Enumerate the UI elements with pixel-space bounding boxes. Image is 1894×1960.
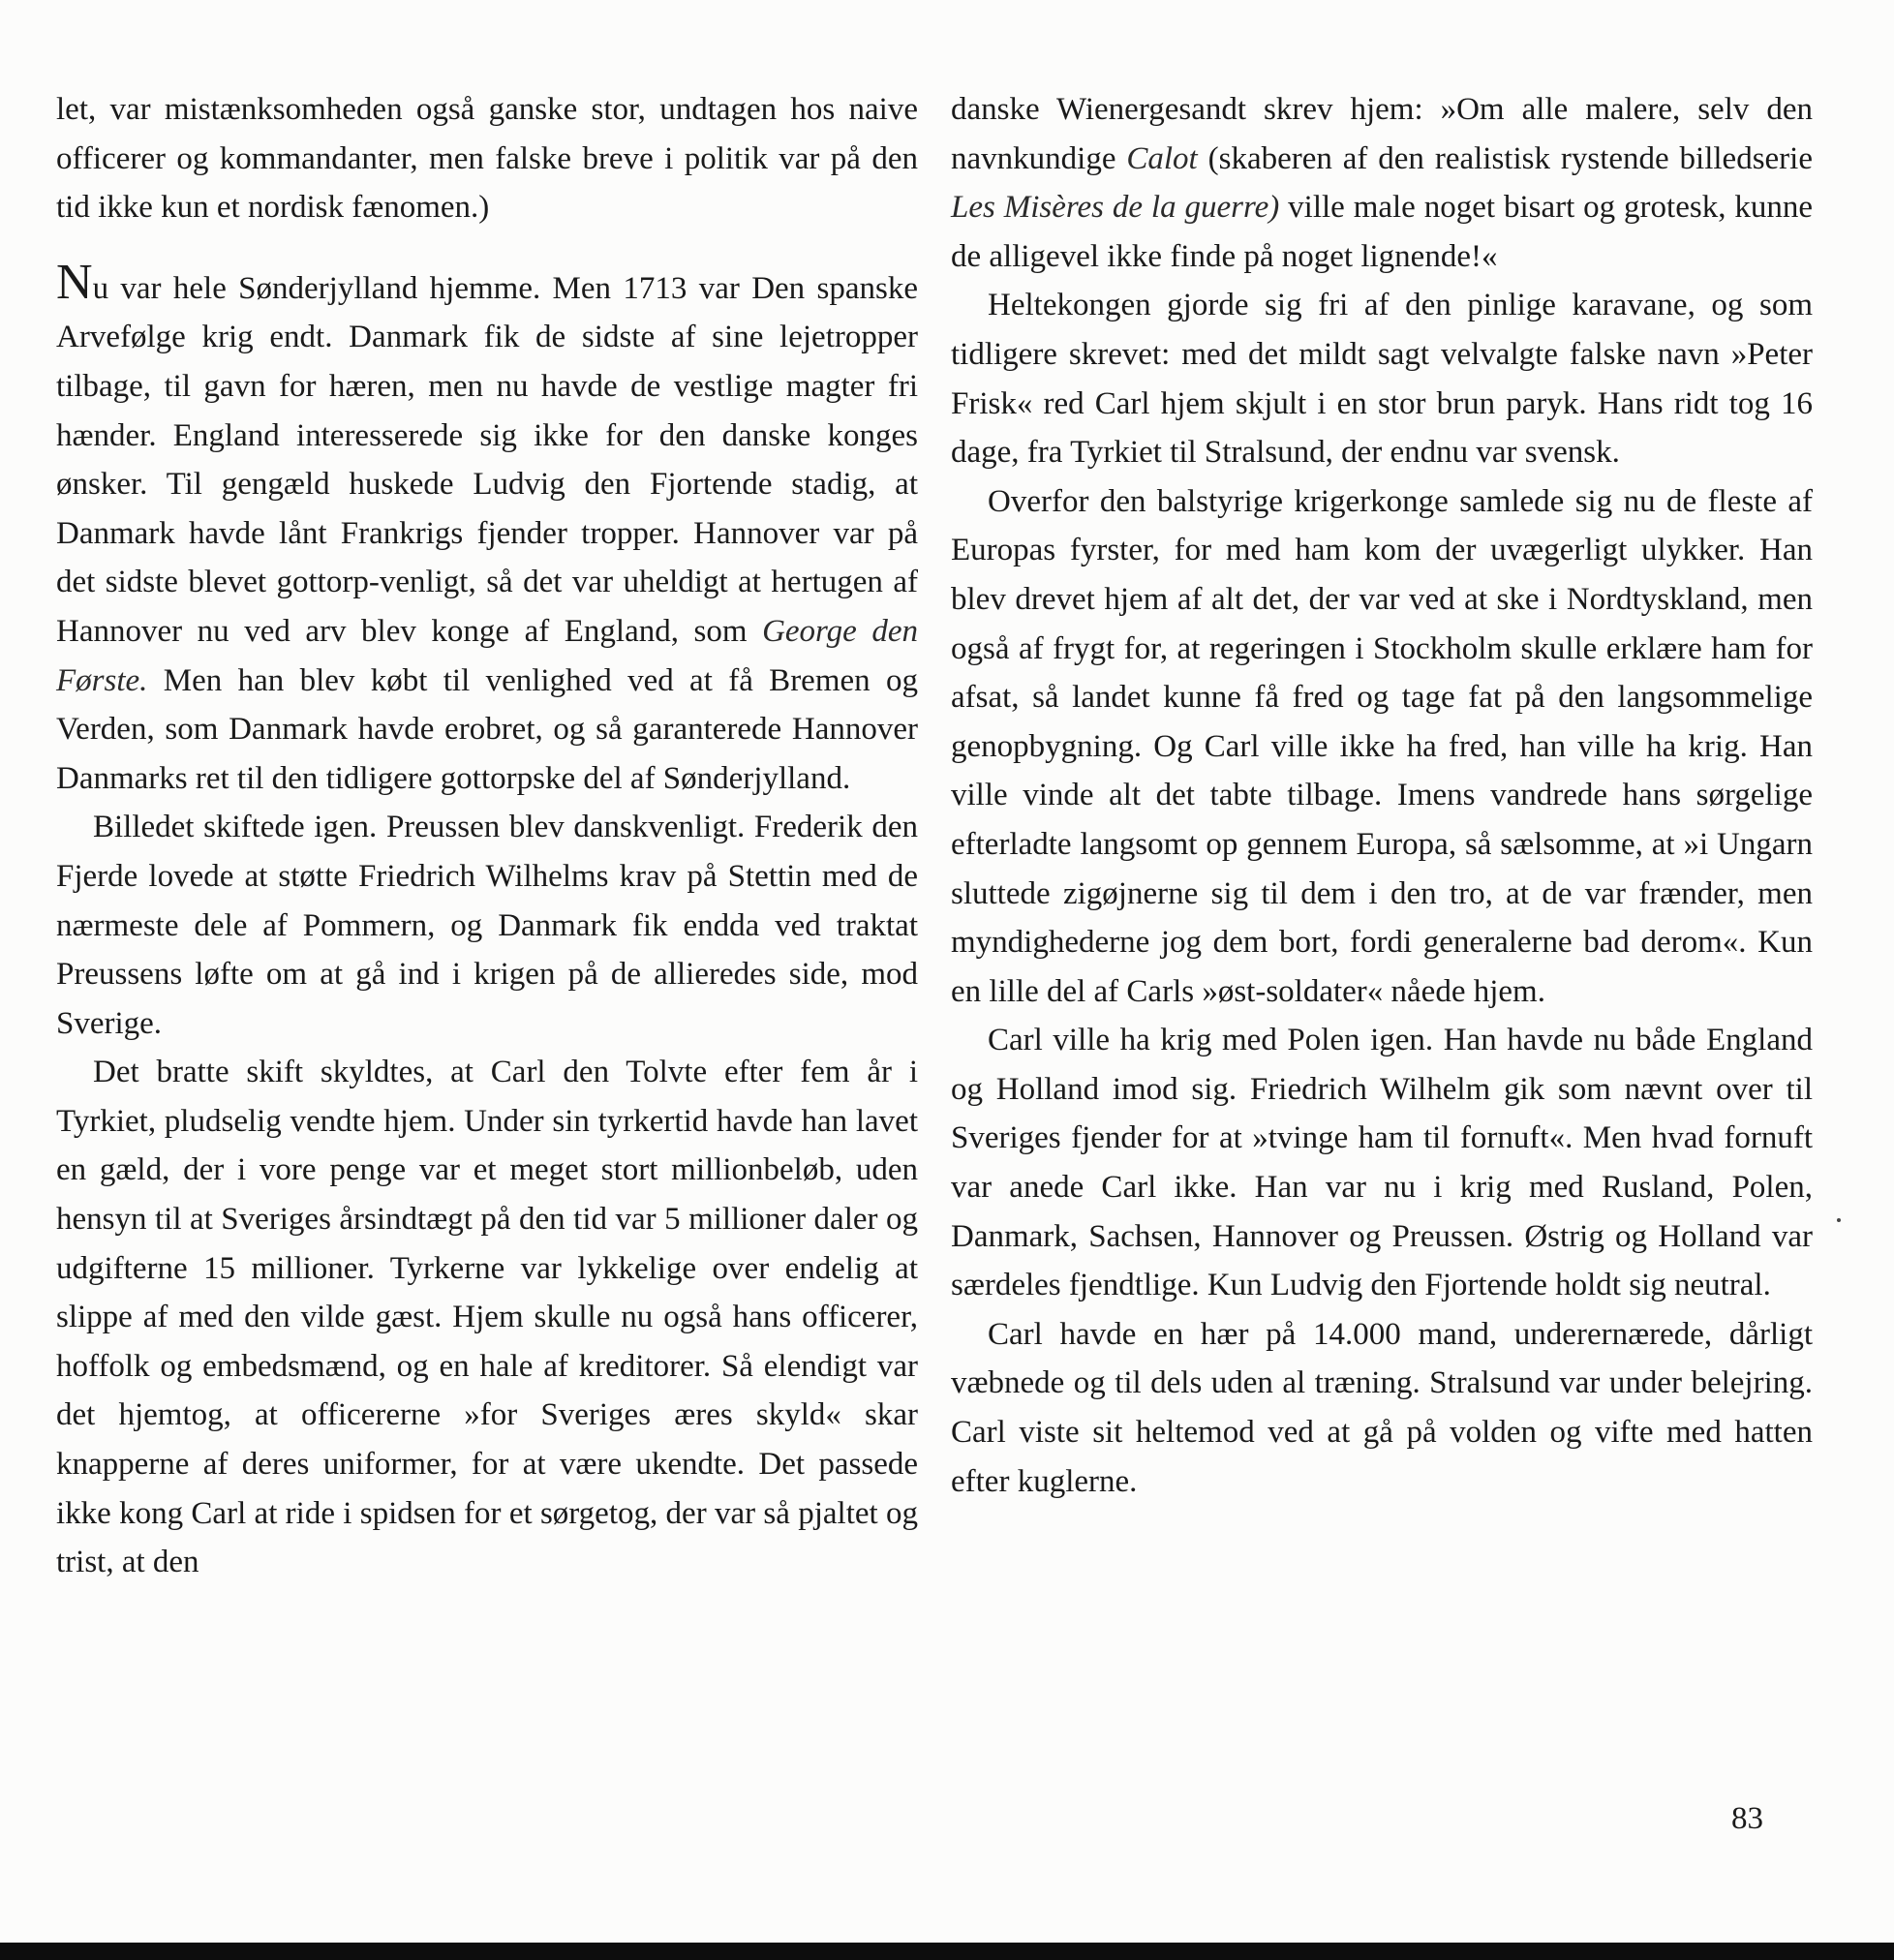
paragraph: Carl havde en hær på 14.000 mand, underernærede, dårligt væbnede og til dels uden al træning. Stralsund var under belejring. Carl viste sit heltemod ved at gå på volden og vifte med hatten efter kuglerne. bbox=[951, 1316, 1813, 1499]
italic-name: George den Første. bbox=[56, 613, 919, 698]
paragraph: Overfor den balstyrige krigerkonge samlede sig nu de fleste af Europas fyrster, for med ham kom der uvægerligt ulykker. Han blev drevet hjem af alt det, der var ved at ske i Nordtyskland, men også af frygt for, at regeringen i Stockholm skulle erklære ham for afsat, så landet kunne få fred og tage fat på den langsommelige genopbygning. Og Carl ville ikke ha fred, han ville ha krig. Han ville vinde alt det tabte tilbage. Imens vandrede hans sørgelige efterladte langsomt op gennem Europa, så sælsomme, at »i Ungarn sluttede zigøjnerne sig til dem i den tro, at de var frænder, men myndighederne jog dem bort, fordi generalerne bad derom«. Kun en lille del af Carls »øst-soldater« nåede hjem. bbox=[951, 483, 1813, 1009]
drop-cap: N bbox=[56, 254, 93, 310]
paragraph: Billedet skiftede igen. Preussen blev danskvenligt. Frederik den Fjerde lovede at støtte Friedrich Wilhelms krav på Stettin med de nærmeste dele af Pommern, og Danmark fik endda ved traktat Preussens løfte om at gå ind i krigen på de allieredes side, mod Sverige. bbox=[56, 810, 918, 1041]
paragraph bbox=[951, 85, 1813, 281]
right-column bbox=[951, 85, 1813, 1506]
paragraph-text: u var hele Sønderjylland hjemme. Men 1713 var Den spanske Arvefølge krig endt. Danmark fik de sidste af sine lejetropper tilbage, til gavn for hæren, men nu havde de vestlige magter fri hænder. England interesserede sig ikke for den danske konges ønsker. Til gengæld huskede Ludvig den Fjortende stadig, at Danmark havde lånt Frankrigs fjender tropper. Hannover var på det sidste blevet gottorp-venligt, så det var uheldigt at hertugen af Hannover nu ved arv blev konge af England, som bbox=[56, 270, 918, 649]
italic-title: Les Misères de la guerre) bbox=[951, 190, 1280, 226]
paragraph-text: Men han blev købt til venlighed ved at få Bremen og Verden, som Danmark havde erobret, og så garanterede Hannover Danmarks ret til den tidligere gottorpske del af Sønderjylland. bbox=[56, 662, 918, 796]
paragraph-text: danske Wienergesandt skrev hjem: »Om alle malere, selv den navnkundige bbox=[951, 92, 1813, 176]
scan-edge-bar bbox=[0, 1943, 1894, 1960]
italic-name: Calot bbox=[1126, 140, 1198, 176]
paragraph-text: ville male noget bisart og grotesk, kunne de alligevel ikke finde på noget lignende!« bbox=[951, 190, 1813, 274]
scan-speck bbox=[1837, 1218, 1841, 1222]
left-column bbox=[56, 85, 918, 1587]
page-number: 83 bbox=[1731, 1801, 1763, 1836]
paragraph: Carl ville ha krig med Polen igen. Han havde nu både England og Holland imod sig. Friedrich Wilhelm gik som nævnt over til Sveriges fjender for at »tvinge ham til fornuft«. Men hvad fornuft var anede Carl ikke. Han var nu i krig med Rusland, Polen, Danmark, Sachsen, Hannover og Preussen. Østrig og Holland var særdeles fjendtlige. Kun Ludvig den Fjortende holdt sig neutral. bbox=[951, 1023, 1813, 1303]
paragraph: Heltekongen gjorde sig fri af den pinlige karavane, og som tidligere skrevet: med det mildt sagt velvalgte falske navn »Peter Frisk« red Carl hjem skjult i en stor brun paryk. Hans ridt tog 16 dage, fra Tyrkiet til Stralsund, der endnu var svensk. bbox=[951, 288, 1813, 471]
paragraph: Det bratte skift skyldtes, at Carl den Tolvte efter fem år i Tyrkiet, pludselig vendte hjem. Under sin tyrkertid havde han lavet en gæld, der i vore penge var et meget stort millionbeløb, uden hensyn til at Sveriges årsindtægt på den tid var 5 millioner daler og udgifterne 15 millioner. Tyrkerne var lykkelige over endelig at slippe af med den vilde gæst. Hjem skulle nu også hans officerer, hoffolk og embedsmænd, og en hale af kreditorer. Så elendigt var det hjemtog, at officererne »for Sveriges æres skyld« skar knapperne af deres uniformer, for at være ukendte. Det passede ikke kong Carl at ride i spidsen for et sørgetog, der var så pjaltet og trist, at den bbox=[56, 1055, 918, 1580]
paragraph: let, var mistænksomheden også ganske stor, undtagen hos naive officerer og kommandanter, men falske breve i politik var på den tid ikke kun et nordisk fænomen.) bbox=[56, 92, 918, 226]
paragraph bbox=[56, 254, 919, 804]
paragraph-text: (skaberen af den realistisk rystende billedserie bbox=[1197, 140, 1813, 176]
